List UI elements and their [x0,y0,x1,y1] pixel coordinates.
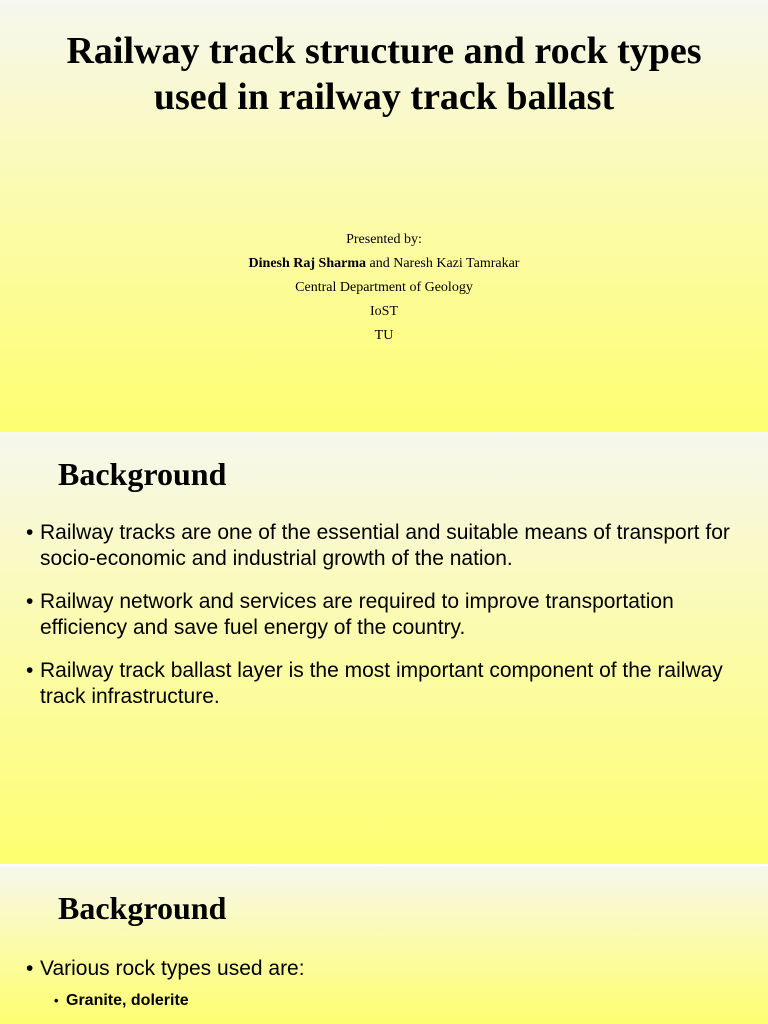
authors-line [0,252,768,276]
bullet-item: • Railway network and services are required to improve transportation efficiency and save fuel energy of the country. [26,589,746,641]
sub-bullet-list [40,990,746,1012]
presented-by-label: Presented by: [346,232,422,247]
co-author: and Naresh Kazi Tamrakar [366,256,520,271]
bullet-list [26,520,746,727]
slide-heading: Background [58,890,227,926]
sub-bullet-item: • Granite, dolerite [54,990,746,1012]
background-slide-2 [0,866,768,1024]
department: Central Department of Geology [295,280,473,295]
primary-author: Dinesh Raj Sharma [248,256,366,271]
presenter-info [0,228,768,348]
university: TU [374,328,394,343]
slide-heading: Background [58,456,227,492]
bullet-text: Various rock types used are: [40,957,305,980]
bullet-item: • Railway track ballast layer is the most important component of the railway track infrastructure. [26,658,746,710]
institute: IoST [370,304,398,319]
bullet-item [26,956,746,1012]
title-slide [0,0,768,432]
background-slide-1 [0,432,768,864]
bullet-list [26,956,746,1024]
presentation-title: Railway track structure and rock types used in railway track ballast [66,30,702,118]
bullet-item: • Railway tracks are one of the essential and suitable means of transport for socio-economic and industrial growth of the nation. [26,520,746,572]
